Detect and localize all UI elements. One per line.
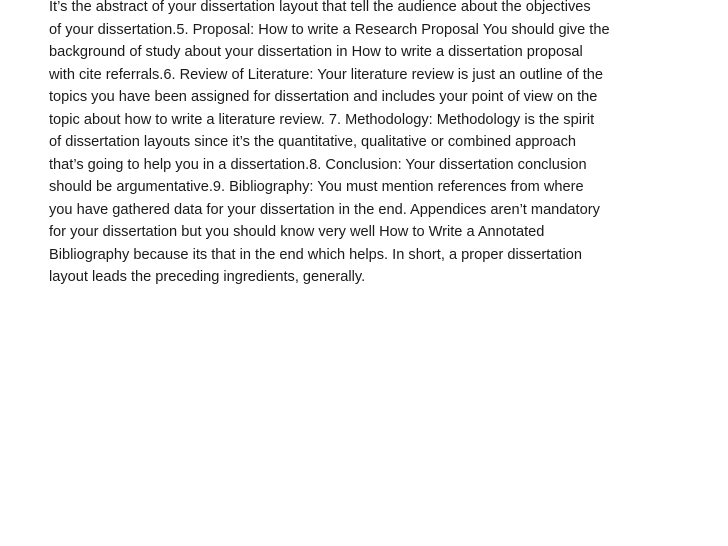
- text-line: topics you have been assigned for dissertation and includes your point of view on the: [49, 89, 598, 105]
- text-line: It’s the abstract of your dissertation layout that tell the audience about the objectives: [49, 0, 591, 15]
- text-line: with cite referrals.6. Review of Literature: Your literature review is just an outline of the: [49, 66, 604, 83]
- text-line: of your dissertation.5. Proposal: How to write a Research Proposal You should give the: [49, 21, 610, 38]
- text-line: you have gathered data for your dissertation in the end. Appendices aren’t mandatory: [49, 201, 600, 218]
- text-line: that’s going to help you in a dissertation.8. Conclusion: Your dissertation conclusion: [49, 156, 587, 173]
- text-line: for your dissertation but you should know very well How to Write a Annotated: [49, 224, 545, 240]
- text-line: topic about how to write a literature review. 7. Methodology: Methodology is the spirit: [49, 111, 595, 128]
- text-line: background of study about your dissertation in How to write a dissertation proposal: [49, 44, 583, 60]
- text-line: Bibliography because its that in the end which helps. In short, a proper dissertation: [49, 246, 582, 263]
- text-line: of dissertation layouts since it’s the quantitative, qualitative or combined approach: [49, 134, 577, 150]
- text-line: layout leads the preceding ingredients, generally.: [49, 269, 366, 285]
- body-text: [49, 0, 699, 289]
- text-line: should be argumentative.9. Bibliography: You must mention references from where: [49, 179, 584, 195]
